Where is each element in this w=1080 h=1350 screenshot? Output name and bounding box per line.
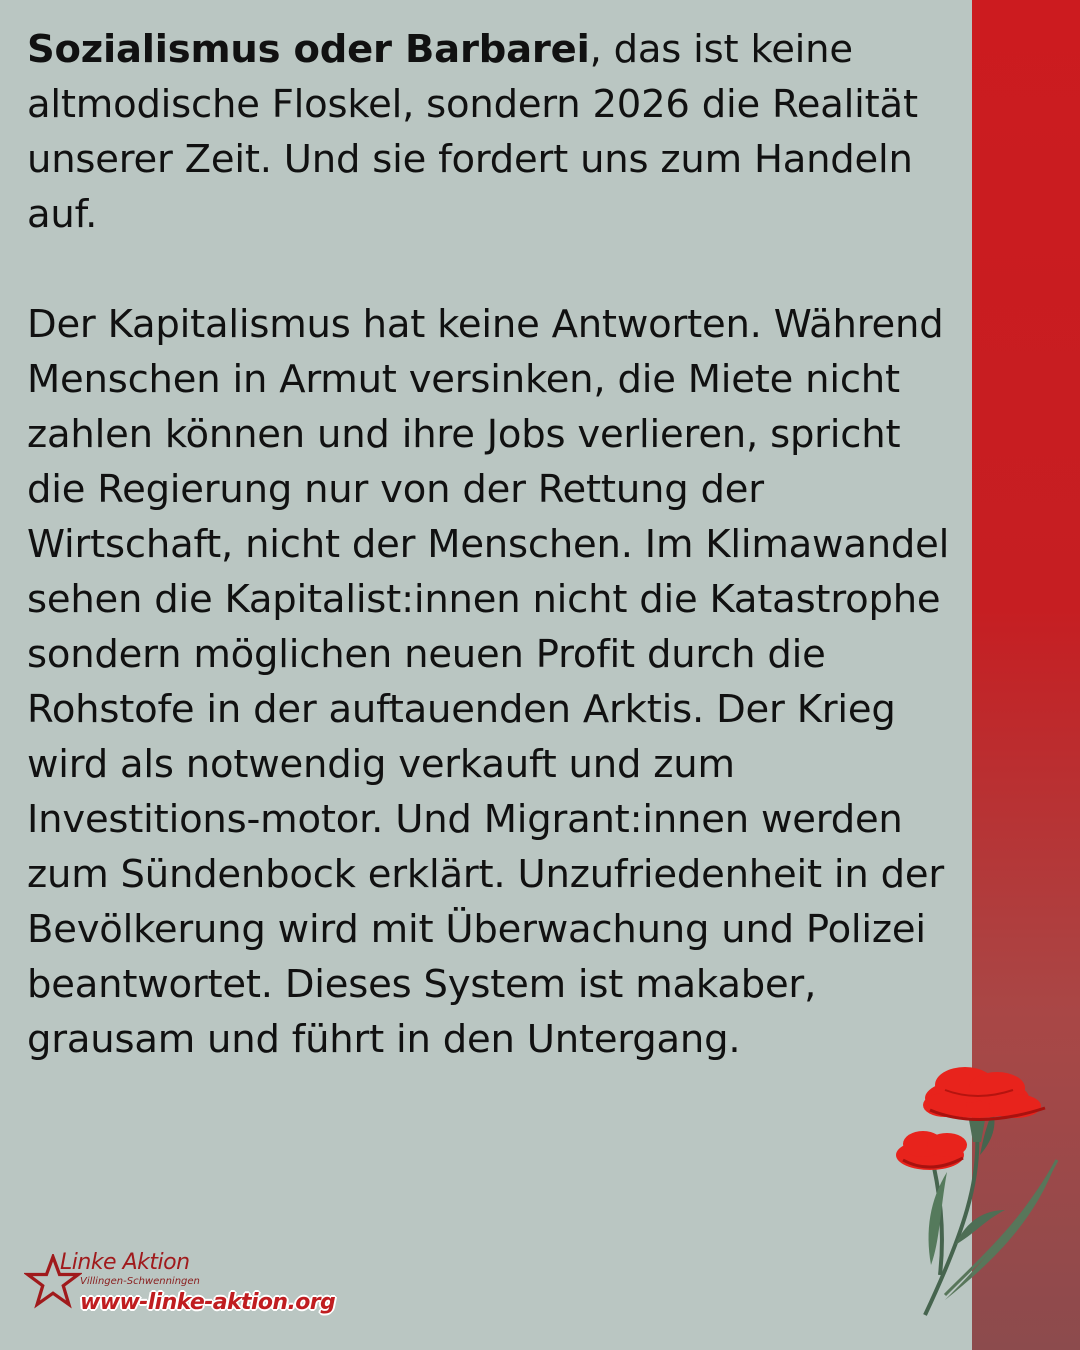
main-text [27, 22, 962, 1067]
body-paragraph: Der Kapitalismus hat keine Antworten. Während Menschen in Armut versinken, die Miete nicht zahlen können und ihre Jobs verlieren, spricht die Regierung nur von der Rettung der Wirtschaft, nicht der Menschen. Im Klimawandel sehen die Kapitalist:innen nicht die Katastrophe sondern möglichen neuen Profit durch die Rohstofe in der auftauenden Arktis. Der Krieg wird als notwendig verkauft und zum Investitions-motor. Und Migrant:innen werden zum Sündenbock erklärt. Unzufriedenheit in der Bevölkerung wird mit Überwachung und Polizei beantwortet. Dieses System ist makaber, grausam und führt in den Untergang. [27, 302, 950, 1062]
red-carnation-icon [885, 1060, 1075, 1330]
website-link[interactable]: www-linke-aktion.org [80, 1290, 336, 1315]
intro-rest: , das ist keine altmodische Floskel, sondern 2026 die Realität unserer Zeit. Und sie fordert uns zum Handeln auf. [27, 27, 918, 237]
linke-aktion-logo [24, 1250, 354, 1330]
headline-bold: Sozialismus oder Barbarei [27, 27, 590, 72]
logo-subtitle: Villingen-Schwenningen [80, 1276, 200, 1287]
logo-name: Linke Aktion [60, 1250, 190, 1275]
intro-paragraph [27, 22, 962, 242]
